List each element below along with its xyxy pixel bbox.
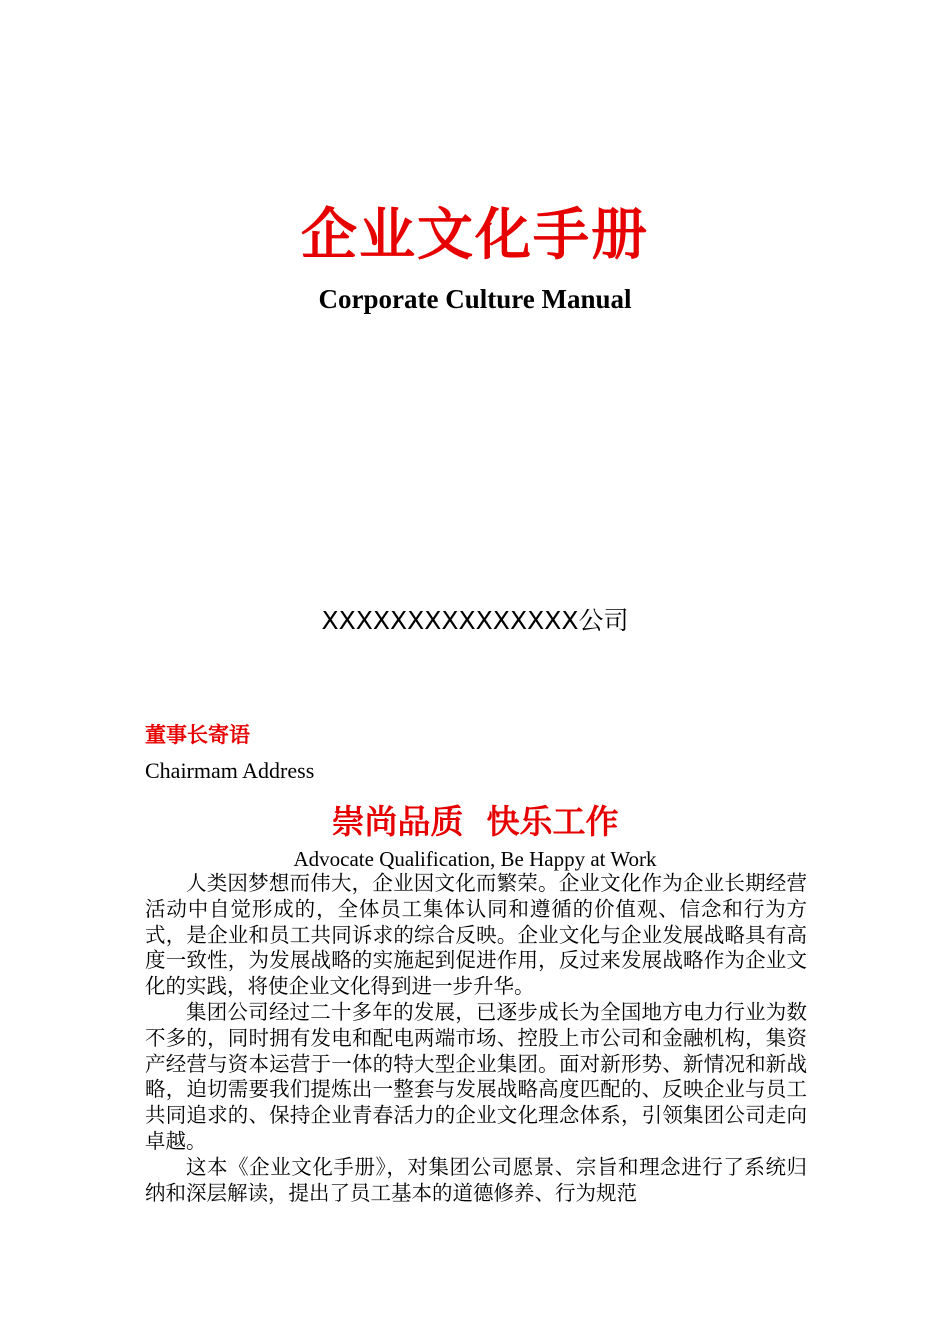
body-paragraph: 集团公司经过二十多年的发展，已逐步成长为全国地方电力行业为数不多的，同时拥有发电和配电两端市场、控股上市公司和金融机构，集资产经营与资本运营于一体的特大型企业集团。面对新形势、新情况和新战略，迫切需要我们提炼出一整套与发展战略高度匹配的、反映企业与员工共同追求的、保持企业青春活力的企业文化理念体系，引领集团公司走向卓越。 [145,999,807,1153]
body-paragraph: 这本《企业文化手册》，对集团公司愿景、宗旨和理念进行了系统归纳和深层解读，提出了员工基本的道德修养、行为规范 [145,1154,807,1205]
cover-title-cn: 企业文化手册 [301,202,649,268]
cover-title-en: Corporate Culture Manual [318,284,632,314]
body-text [145,871,807,1206]
section-label-en: Chairmam Address [145,758,315,783]
company-name: XXXXXXXXXXXXXXX公司 [321,606,629,635]
body-paragraph: 人类因梦想而伟大，企业因文化而繁荣。企业文化作为企业长期经营活动中自觉形成的，全体员工集体认同和遵循的价值观、信念和行为方式，是企业和员工共同诉求的综合反映。企业文化与企业发展战略具有高度一致性，为发展战略的实施起到促进作用，反过来发展战略作为企业文化的实践，将使企业文化得到进一步升华。 [145,871,807,999]
section-heading-en: Advocate Qualification, Be Happy at Work [293,847,657,871]
section-heading-cn: 崇尚品质 快乐工作 [331,802,619,841]
section-label-cn: 董事长寄语 [145,723,250,747]
